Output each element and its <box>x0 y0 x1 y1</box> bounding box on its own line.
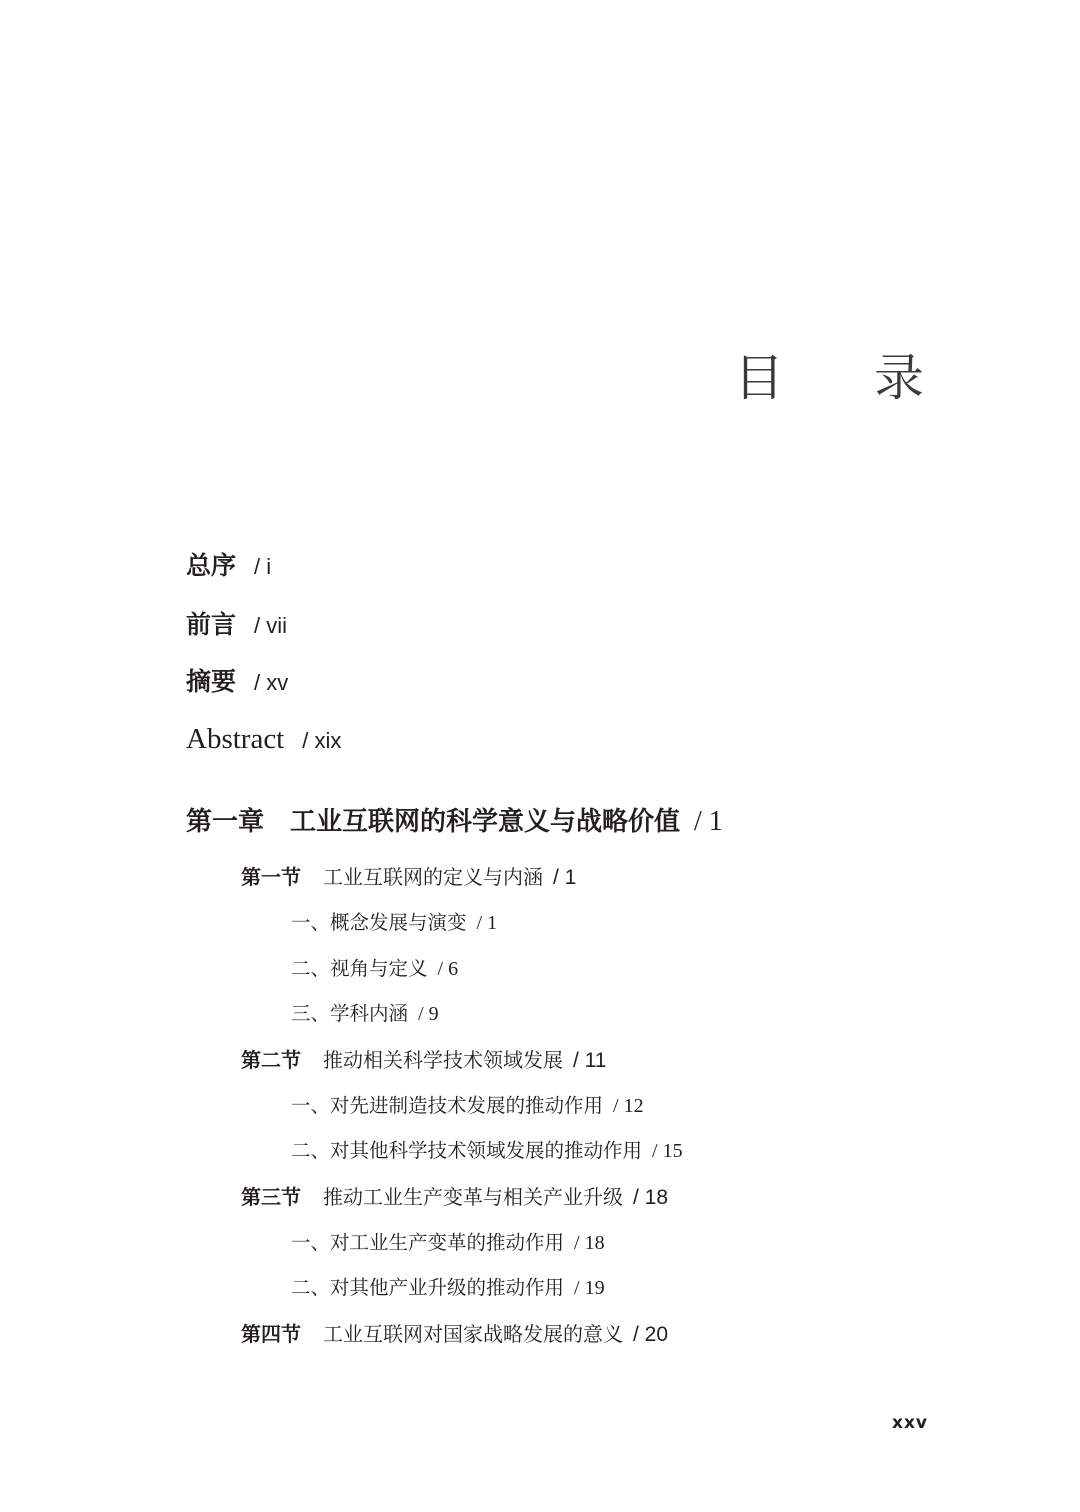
item-title: 一、对先进制造技术发展的推动作用 <box>291 1094 604 1117</box>
section-page: / 11 <box>573 1049 607 1072</box>
toc-entry-summary[interactable] <box>186 669 288 694</box>
item-page: / 15 <box>652 1140 683 1162</box>
page-title-char-2: 录 <box>874 349 924 407</box>
item-title: 二、对其他产业升级的推动作用 <box>291 1276 565 1299</box>
toc-item[interactable] <box>291 1004 439 1024</box>
toc-item[interactable] <box>291 1141 683 1161</box>
section-page: / 1 <box>553 866 577 889</box>
chapter-title: 工业互联网的科学意义与战略价值 <box>290 807 681 837</box>
chapter-number: 第一章 <box>186 807 265 837</box>
page-title-char-1: 目 <box>734 349 784 407</box>
section-title: 工业互联网的定义与内涵 <box>323 865 543 889</box>
toc-item[interactable] <box>291 1233 605 1253</box>
item-title: 一、概念发展与演变 <box>291 911 467 934</box>
item-title: 一、对工业生产变革的推动作用 <box>291 1231 565 1254</box>
toc-item[interactable] <box>291 959 458 979</box>
toc-entry-abstract[interactable] <box>186 725 341 754</box>
section-page: / 18 <box>633 1186 669 1209</box>
item-title: 二、视角与定义 <box>291 957 428 980</box>
toc-entry-label: Abstract <box>186 723 285 755</box>
section-number: 第三节 <box>241 1185 301 1209</box>
section-number: 第四节 <box>241 1322 301 1346</box>
toc-entry-foreword[interactable] <box>186 612 287 637</box>
item-page: / 6 <box>437 958 459 980</box>
toc-entry-label: 摘要 <box>186 667 237 696</box>
chapter-page: / 1 <box>694 806 723 837</box>
toc-item[interactable] <box>291 1096 644 1116</box>
page-title <box>728 338 928 408</box>
toc-entry-page: / xv <box>254 670 289 695</box>
item-page: / 12 <box>613 1095 644 1117</box>
section-number: 第二节 <box>241 1048 301 1072</box>
toc-item[interactable] <box>291 913 497 933</box>
section-title: 推动工业生产变革与相关产业升级 <box>323 1185 623 1209</box>
toc-section-1[interactable] <box>241 867 576 888</box>
page-number: xxv <box>892 1413 929 1433</box>
toc-entry-label: 总序 <box>186 551 237 580</box>
toc-item[interactable] <box>291 1278 605 1298</box>
toc-section-2[interactable] <box>241 1050 606 1071</box>
item-title: 二、对其他科学技术领域发展的推动作用 <box>291 1139 643 1162</box>
item-page: / 1 <box>476 912 498 934</box>
section-page: / 20 <box>633 1323 669 1346</box>
item-page: / 18 <box>574 1232 605 1254</box>
section-number: 第一节 <box>241 865 301 889</box>
item-title: 三、学科内涵 <box>291 1002 409 1025</box>
item-page: / 19 <box>574 1277 605 1299</box>
toc-section-4[interactable] <box>241 1324 668 1345</box>
section-title: 工业互联网对国家战略发展的意义 <box>323 1322 623 1346</box>
item-page: / 9 <box>418 1003 439 1025</box>
toc-entry-page: / i <box>254 554 272 579</box>
toc-entry-page: / vii <box>254 613 288 638</box>
toc-entry-page: / xix <box>302 728 342 753</box>
toc-entry-label: 前言 <box>186 610 237 639</box>
section-title: 推动相关科学技术领域发展 <box>323 1048 563 1072</box>
toc-entry-preface[interactable] <box>186 553 271 578</box>
toc-chapter-1[interactable] <box>186 808 723 836</box>
toc-section-3[interactable] <box>241 1187 668 1208</box>
